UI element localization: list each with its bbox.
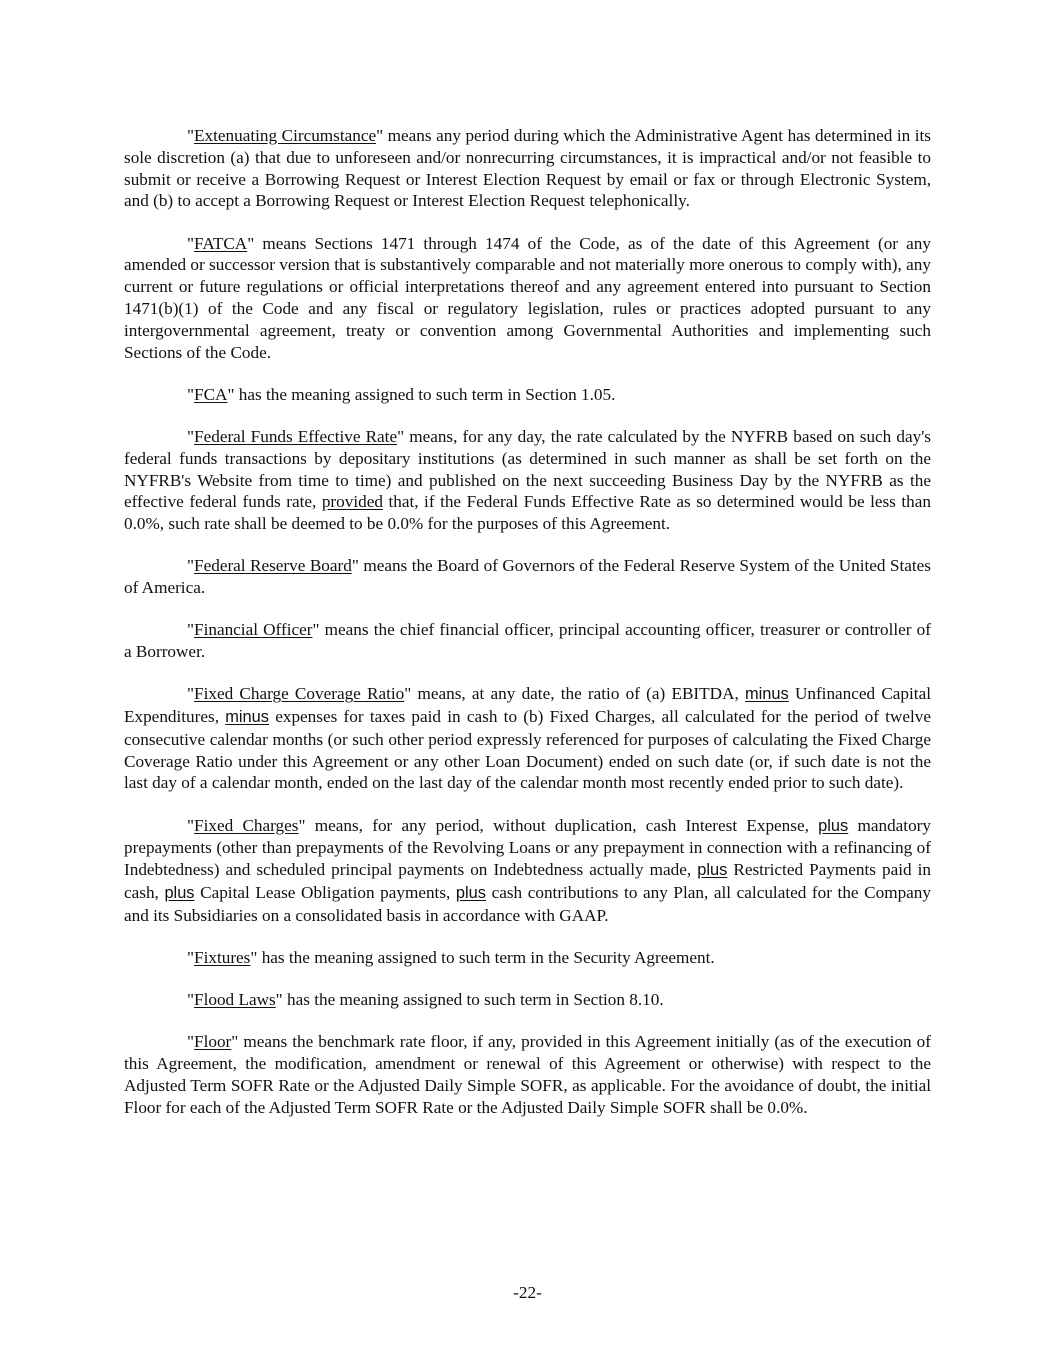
definition-text: mandatory prepayments (other than prepayments of the Revolving Loans or any prepayment in connection with a refinancing of Indebtedness) and scheduled principal payments on Indebtedness actually made,: [124, 815, 931, 880]
definition-text: Restricted Payments paid in cash,: [124, 860, 931, 903]
definition-text: Capital Lease Obligation payments,: [194, 883, 456, 903]
definition-federal-reserve-board: "Federal Reserve Board" means the Board of Governors of the Federal Reserve System of the United States of America.: [124, 556, 931, 598]
defined-term: Fixed Charge Coverage Ratio: [194, 684, 405, 704]
definition-fca: "FCA" has the meaning assigned to such term in Section 1.05.: [187, 384, 616, 404]
definition-federal-funds-effective-rate: "Federal Funds Effective Rate" means, for any day, the rate calculated by the NYFRB based on such day's federal funds transactions by depositary institutions (as determined in such manner as shall be set forth on the NYFRB's Website from time to time) and published on the next succeeding Business Day by the NYFRB as the effective federal funds rate, provided that, if the Federal Funds Effective Rate as so determined would be less than 0.0%, such rate shall be deemed to be 0.0% for the purposes of this Agreement.: [124, 426, 931, 534]
plus-operator: plus: [697, 861, 728, 880]
defined-term: Fixed Charges: [194, 815, 299, 835]
definition-flood-laws: "Flood Laws" has the meaning assigned to such term in Section 8.10.: [187, 990, 664, 1010]
definition-text: cash contributions to any Plan, all calculated for the Company and its Subsidiaries on a consolidated basis in accordance with GAAP.: [124, 883, 931, 925]
defined-term: Floor: [194, 1032, 232, 1052]
defined-term: Fixtures: [194, 948, 251, 968]
definition-text: means the benchmark rate floor, if any, provided in this Agreement initially (as of the execution of this Agreement, the modification, amendment or renewal of this Agreement or otherwise) with respect to the Adjusted Term SOFR Rate or the Adjusted Daily Simple SOFR, as applicable. For the avoidance of doubt, the initial Floor for each of the Adjusted Term SOFR Rate or the Adjusted Daily Simple SOFR shall be 0.0%.: [124, 1032, 931, 1117]
definition-financial-officer: "Financial Officer" means the chief financial officer, principal accounting officer, treasurer or controller of a Borrower.: [124, 620, 931, 662]
page-number: -22-: [513, 1283, 542, 1302]
plus-operator: plus: [455, 884, 486, 903]
definition-text: has the meaning assigned to such term in Section 8.10.: [282, 990, 664, 1010]
definition-text: means, at any date, the ratio of (a) EBITDA,: [411, 684, 745, 704]
definition-text: means the chief financial officer, principal accounting officer, treasurer or controller of a Borrower.: [124, 620, 931, 662]
plus-operator: plus: [164, 884, 195, 903]
defined-term: FATCA: [194, 233, 248, 253]
minus-operator: minus: [745, 685, 789, 704]
minus-operator: minus: [225, 708, 269, 727]
document-page: [124, 125, 931, 1139]
defined-term: Financial Officer: [194, 620, 313, 640]
definition-text: means Sections 1471 through 1474 of the Code, as of the date of this Agreement (or any amended or successor version that is substantively comparable and not materially more onerous to comply with), any current or future regulations or official interpretations thereof and any agreement entered into pursuant to Section 1471(b)(1) of the Code and any fiscal or regulatory legislation, rules or practices adopted pursuant to any intergovernmental agreement, treaty or convention among Governmental Authorities and implementing such Sections of the Code.: [124, 233, 931, 362]
definition-floor: "Floor" means the benchmark rate floor, if any, provided in this Agreement initially (as of the execution of this Agreement, the modification, amendment or renewal of this Agreement or otherwise) with respect to the Adjusted Term SOFR Rate or the Adjusted Daily Simple SOFR, as applicable. For the avoidance of doubt, the initial Floor for each of the Adjusted Term SOFR Rate or the Adjusted Daily Simple SOFR shall be 0.0%.: [124, 1032, 931, 1117]
definition-fatca: "FATCA" means Sections 1471 through 1474 of the Code, as of the date of this Agreement (or any amended or successor version that is substantively comparable and not materially more onerous to comply with), any current or future regulations or official interpretations thereof and any agreement entered into pursuant to Section 1471(b)(1) of the Code and any fiscal or regulatory legislation, rules or practices adopted pursuant to any intergovernmental agreement, treaty or convention among Governmental Authorities and implementing such Sections of the Code.: [124, 233, 931, 362]
definition-text: has the meaning assigned to such term in Section 1.05.: [234, 384, 616, 404]
definition-fixtures: "Fixtures" has the meaning assigned to such term in the Security Agreement.: [187, 948, 715, 968]
definition-text: that, if the Federal Funds Effective Rate as so determined would be less than 0.0%, such rate shall be deemed to be 0.0% for the purposes of this Agreement.: [124, 492, 931, 534]
definition-text: has the meaning assigned to such term in the Security Agreement.: [257, 948, 715, 968]
definition-fixed-charge-coverage-ratio: "Fixed Charge Coverage Ratio" means, at any date, the ratio of (a) EBITDA, minus Unfinanced Capital Expenditures, minus expenses for taxes paid in cash to (b) Fixed Charges, all calculated for the period of twelve consecutive calendar months (or such other period expressly referenced for purposes of calculating the Fixed Charge Coverage Ratio under this Agreement or any other Loan Document) ended on such date (or, if such date is not the last day of a calendar month, ended on the last day of the calendar month most recently ended prior to such date).: [124, 684, 931, 793]
defined-term: Federal Reserve Board: [194, 556, 352, 576]
defined-term: Extenuating Circumstance: [194, 126, 377, 145]
definition-text: means, for any period, without duplication, cash Interest Expense,: [305, 815, 819, 835]
definition-text: Unfinanced Capital Expenditures,: [124, 684, 931, 727]
definition-text: means the Board of Governors of the Federal Reserve System of the United States of America.: [124, 556, 931, 598]
definition-text: means, for any day, the rate calculated by the NYFRB based on such day's federal funds transactions by depositary institutions (as determined in such manner as shall be set forth on the NYFRB's Website from time to time) and published on the next succeeding Business Day by the NYFRB as the effective federal funds rate,: [124, 426, 931, 512]
defined-term: Flood Laws: [194, 990, 276, 1010]
defined-term: FCA: [194, 384, 228, 404]
definition-fixed-charges: "Fixed Charges" means, for any period, without duplication, cash Interest Expense, plus mandatory prepayments (other than prepayments of the Revolving Loans or any prepayment in connection with a refinancing of Indebtedness) and scheduled principal payments on Indebtedness actually made, plus Restricted Payments paid in cash, plus Capital Lease Obligation payments, plus cash contributions to any Plan, all calculated for the Company and its Subsidiaries on a consolidated basis in accordance with GAAP.: [124, 815, 931, 925]
definition-text: expenses for taxes paid in cash to (b) Fixed Charges, all calculated for the period of twelve consecutive calendar months (or such other period expressly referenced for purposes of calculating the Fixed Charge Coverage Ratio under this Agreement or any other Loan Document) ended on such date (or, if such date is not the last day of a calendar month, ended on the last day of the calendar month most recently ended prior to such date).: [124, 707, 931, 793]
provided-emphasis: provided: [321, 492, 383, 512]
definition-extenuating-circumstance: "Extenuating Circumstance" means any period during which the Administrative Agent has determined in its sole discretion (a) that due to unforeseen and/or nonrecurring circumstances, it is impractical and/or not feasible to submit or receive a Borrowing Request or Interest Election Request by email or fax or through Electronic System, and (b) to accept a Borrowing Request or Interest Election Request telephonically.: [124, 126, 931, 211]
plus-operator: plus: [818, 816, 849, 835]
defined-term: Federal Funds Effective Rate: [194, 426, 398, 446]
definition-text: means any period during which the Administrative Agent has determined in its sole discretion (a) that due to unforeseen and/or nonrecurring circumstances, it is impractical and/or not feasible to submit or receive a Borrowing Request or Interest Election Request by email or fax or through Electronic System, and (b) to accept a Borrowing Request or Interest Election Request telephonically.: [124, 126, 931, 211]
